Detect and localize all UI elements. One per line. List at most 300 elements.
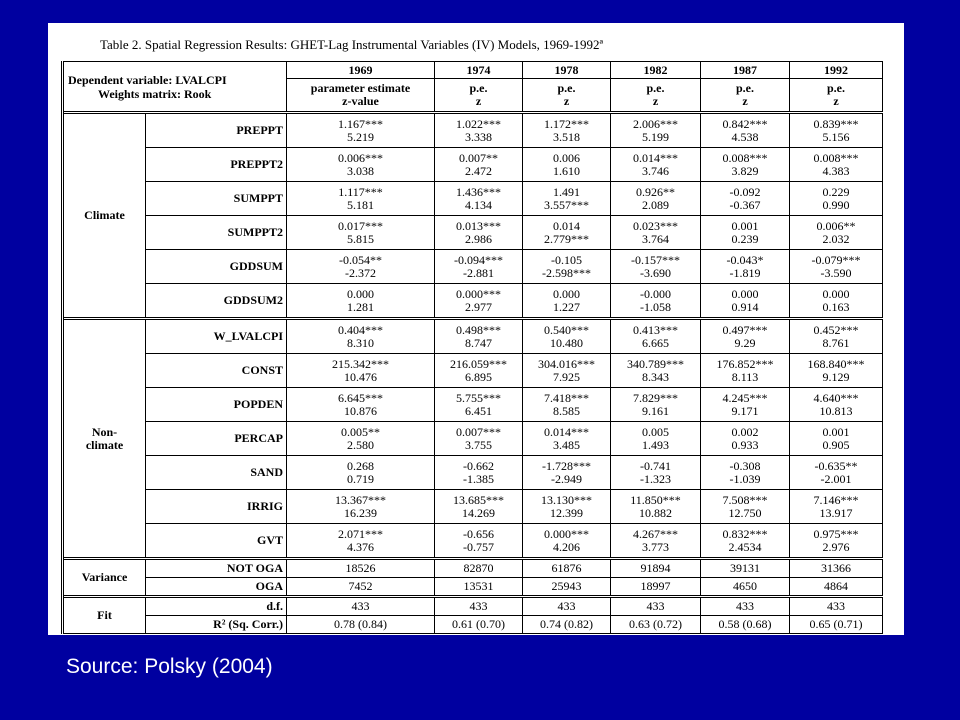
parameter-estimate: 0.000: [553, 286, 580, 301]
subheader-1982: [611, 79, 701, 113]
parameter-estimate: 0.497***: [722, 322, 768, 337]
subheader-line1: p.e.: [736, 81, 754, 95]
table-cell: [790, 182, 883, 216]
table-cell: 13531: [435, 578, 523, 597]
table-cell: [523, 182, 611, 216]
table-cell: 18997: [611, 578, 701, 597]
z-value: 6.451: [465, 403, 492, 418]
subheader-line2: z: [742, 94, 748, 108]
table-row: [63, 524, 883, 559]
table-cell: [611, 388, 701, 422]
table-cell: [611, 456, 701, 490]
z-value: 5.181: [347, 197, 374, 212]
z-value: 2.472: [465, 163, 492, 178]
z-value: -2.881: [463, 265, 494, 280]
table-cell: [790, 250, 883, 284]
parameter-estimate: 1.117***: [338, 184, 383, 199]
table-cell: 433: [523, 597, 611, 616]
table-cell: [523, 524, 611, 559]
z-value: 10.813: [819, 403, 853, 418]
table-row: [63, 388, 883, 422]
table-cell: [701, 319, 790, 354]
z-value: -1.819: [729, 265, 761, 280]
table-cell: 31366: [790, 559, 883, 578]
table-cell: [287, 388, 435, 422]
table-cell: 0.58 (0.68): [701, 616, 790, 634]
table-cell: 0.65 (0.71): [790, 616, 883, 634]
parameter-estimate: 0.014: [553, 218, 580, 233]
table-image: [48, 23, 904, 635]
parameter-estimate: 0.268: [347, 458, 374, 473]
table-cell: [523, 216, 611, 250]
subheader-1969: [287, 79, 435, 113]
z-value: 0.719: [347, 471, 374, 486]
table-cell: [611, 422, 701, 456]
z-value: 4.206: [553, 539, 580, 554]
z-value: 0.163: [822, 299, 850, 314]
parameter-estimate: 0.007**: [459, 150, 498, 165]
z-value: 3.338: [465, 129, 492, 144]
parameter-estimate: 0.008***: [813, 150, 859, 165]
z-value: -2.949: [551, 471, 582, 486]
table-cell: [611, 354, 701, 388]
z-value: 2.977: [465, 299, 492, 314]
table-row: [63, 616, 883, 634]
table-cell: [435, 319, 523, 354]
parameter-estimate: 0.540***: [544, 322, 589, 337]
parameter-estimate: 0.001: [822, 424, 850, 439]
z-value: 3.485: [553, 437, 580, 452]
variable-name: POPDEN: [146, 388, 287, 422]
table-cell: 61876: [523, 559, 611, 578]
variable-name: SUMPPT: [146, 182, 287, 216]
table-cell: 433: [701, 597, 790, 616]
z-value: 12.750: [728, 505, 762, 520]
z-value: 9.161: [642, 403, 669, 418]
variable-name: R² (Sq. Corr.): [146, 616, 287, 634]
parameter-estimate: 0.005: [642, 424, 669, 439]
table-cell: [523, 148, 611, 182]
table-cell: [611, 319, 701, 354]
table-row: [63, 490, 883, 524]
table-cell: [701, 113, 790, 148]
parameter-estimate: -0.105: [551, 252, 582, 267]
subheader-1992: [790, 79, 883, 113]
parameter-estimate: -0.054**: [339, 252, 382, 267]
z-value: 8.585: [553, 403, 580, 418]
z-value: 0.933: [731, 437, 759, 452]
z-value: -1.323: [640, 471, 671, 486]
table-cell: [287, 354, 435, 388]
z-value: 5.815: [347, 231, 374, 246]
parameter-estimate: 0.023***: [633, 218, 678, 233]
z-value: 2.580: [347, 437, 374, 452]
table-row: [63, 113, 883, 148]
table-cell: [611, 148, 701, 182]
parameter-estimate: 7.418***: [544, 390, 589, 405]
table-cell: [435, 456, 523, 490]
table-cell: [611, 216, 701, 250]
subheader-line1: p.e.: [469, 81, 488, 95]
parameter-estimate: 0.926**: [636, 184, 675, 199]
table-row: [63, 284, 883, 319]
parameter-estimate: 0.006: [553, 150, 580, 165]
group-nonclimate: [63, 319, 146, 559]
parameter-estimate: -0.000: [640, 286, 671, 301]
table-cell: [435, 216, 523, 250]
z-value: -1.039: [729, 471, 761, 486]
z-value: 14.269: [462, 505, 495, 520]
parameter-estimate: 0.007***: [456, 424, 501, 439]
parameter-estimate: 0.000***: [544, 526, 589, 541]
table-cell: [790, 388, 883, 422]
z-value: 10.876: [344, 403, 377, 418]
table-cell: [523, 490, 611, 524]
z-value: 0.905: [822, 437, 850, 452]
parameter-estimate: -0.157***: [631, 252, 680, 267]
parameter-estimate: 1.167***: [338, 116, 383, 131]
parameter-estimate: 11.850***: [630, 492, 681, 507]
z-value: 10.476: [344, 369, 377, 384]
parameter-estimate: -0.635**: [814, 458, 858, 473]
table-row: [63, 422, 883, 456]
group-label-line: Non-: [91, 424, 118, 439]
table-cell: 25943: [523, 578, 611, 597]
z-value: 1.227: [553, 299, 580, 314]
table-cell: [523, 284, 611, 319]
parameter-estimate: 0.014***: [544, 424, 589, 439]
table-cell: 91894: [611, 559, 701, 578]
table-row: [63, 559, 883, 578]
z-value: 3.518: [553, 129, 580, 144]
variable-name: IRRIG: [146, 490, 287, 524]
z-value: 6.895: [465, 369, 492, 384]
subheader-line2: z: [652, 94, 659, 108]
table-cell: [435, 113, 523, 148]
parameter-estimate: 0.498***: [456, 322, 501, 337]
table-cell: [287, 148, 435, 182]
table-cell: [611, 113, 701, 148]
table-cell: [435, 354, 523, 388]
group-variance: Variance: [63, 559, 146, 597]
z-value: 6.665: [642, 335, 669, 350]
parameter-estimate: 0.008***: [722, 150, 768, 165]
table-cell: [523, 319, 611, 354]
z-value: 3.557***: [544, 197, 589, 212]
z-value: 2.779***: [544, 231, 589, 246]
parameter-estimate: 4.267***: [633, 526, 678, 541]
table-cell: [611, 182, 701, 216]
z-value: 3.038: [347, 163, 374, 178]
table-cell: [523, 250, 611, 284]
subheader-line2: z: [475, 94, 482, 108]
z-value: 9.129: [822, 369, 850, 384]
table-cell: 4864: [790, 578, 883, 597]
weights-matrix-label: Weights matrix: Rook: [98, 86, 212, 101]
z-value: 4.538: [731, 129, 759, 144]
z-value: 5.199: [642, 129, 669, 144]
year-1987: 1987: [701, 62, 790, 79]
table-cell: 7452: [287, 578, 435, 597]
year-1978: 1978: [523, 62, 611, 79]
table-cell: [287, 284, 435, 319]
table-cell: [287, 524, 435, 559]
parameter-estimate: -0.656: [463, 526, 494, 541]
z-value: -1.385: [463, 471, 494, 486]
table-cell: [287, 113, 435, 148]
z-value: 1.610: [553, 163, 580, 178]
parameter-estimate: 0.006**: [816, 218, 856, 233]
table-cell: [435, 388, 523, 422]
table-cell: [611, 284, 701, 319]
table-cell: [435, 250, 523, 284]
table-cell: [611, 490, 701, 524]
table-cell: [701, 216, 790, 250]
table-cell: [701, 456, 790, 490]
z-value: 4.383: [822, 163, 850, 178]
parameter-estimate: 13.685***: [453, 492, 504, 507]
parameter-estimate: 0.001: [731, 218, 759, 233]
z-value: 2.976: [822, 539, 850, 554]
parameter-estimate: 0.000: [347, 286, 374, 301]
z-value: 12.399: [550, 505, 583, 520]
parameter-estimate: 7.146***: [813, 492, 859, 507]
table-cell: [790, 490, 883, 524]
parameter-estimate: 4.640***: [813, 390, 859, 405]
parameter-estimate: 1.022***: [456, 116, 501, 131]
z-value: 0.914: [731, 299, 759, 314]
z-value: 2.089: [642, 197, 669, 212]
parameter-estimate: 0.229: [822, 184, 850, 199]
table-cell: 433: [287, 597, 435, 616]
table-cell: [701, 354, 790, 388]
subheader-line2: z-value: [342, 94, 379, 108]
table-cell: 0.63 (0.72): [611, 616, 701, 634]
variable-name: W_LVALCPI: [146, 319, 287, 354]
parameter-estimate: 7.508***: [722, 492, 768, 507]
parameter-estimate: -0.094***: [454, 252, 503, 267]
parameter-estimate: 0.000: [731, 286, 759, 301]
variable-name: PREPPT: [146, 113, 287, 148]
variable-name: d.f.: [146, 597, 287, 616]
year-1982: 1982: [611, 62, 701, 79]
z-value: 8.113: [731, 369, 759, 384]
z-value: 8.310: [347, 335, 374, 350]
z-value: 10.480: [550, 335, 583, 350]
table-cell: [701, 490, 790, 524]
table-cell: [790, 354, 883, 388]
table-row: [63, 597, 883, 616]
z-value: 3.764: [642, 231, 669, 246]
table-cell: [287, 456, 435, 490]
subheader-line1: p.e.: [646, 81, 665, 95]
table-row: [63, 250, 883, 284]
z-value: -0.367: [729, 197, 761, 212]
variable-name: GDDSUM2: [146, 284, 287, 319]
subheader-1978: [523, 79, 611, 113]
table-cell: [287, 422, 435, 456]
source-citation: Source: Polsky (2004): [66, 655, 273, 678]
year-1969: 1969: [287, 62, 435, 79]
z-value: 9.171: [731, 403, 759, 418]
z-value: 10.882: [639, 505, 672, 520]
z-value: 5.219: [347, 129, 374, 144]
z-value: 8.761: [822, 335, 850, 350]
table-cell: 18526: [287, 559, 435, 578]
table-cell: 0.74 (0.82): [523, 616, 611, 634]
table-cell: [435, 182, 523, 216]
table-cell: [435, 524, 523, 559]
z-value: 2.986: [465, 231, 492, 246]
parameter-estimate: 0.842***: [722, 116, 768, 131]
z-value: 9.29: [734, 335, 756, 350]
parameter-estimate: 6.645***: [338, 390, 383, 405]
variable-name: PREPPT2: [146, 148, 287, 182]
subheader-line1: p.e.: [827, 81, 845, 95]
group-label-line: climate: [85, 437, 124, 452]
table-cell: 0.61 (0.70): [435, 616, 523, 634]
z-value: 4.134: [465, 197, 492, 212]
variable-name: GVT: [146, 524, 287, 559]
table-cell: [523, 113, 611, 148]
parameter-estimate: 13.130***: [541, 492, 592, 507]
z-value: 0.239: [731, 231, 759, 246]
year-1992: 1992: [790, 62, 883, 79]
parameter-estimate: -0.043*: [726, 252, 764, 267]
variable-name: CONST: [146, 354, 287, 388]
subheader-line1: parameter estimate: [310, 81, 411, 95]
parameter-estimate: 0.832***: [722, 526, 768, 541]
table-row: [63, 216, 883, 250]
z-value: 8.747: [465, 335, 492, 350]
parameter-estimate: -0.308: [729, 458, 761, 473]
parameter-estimate: 5.755***: [456, 390, 501, 405]
z-value: 7.925: [553, 369, 580, 384]
table-cell: [435, 490, 523, 524]
parameter-estimate: 176.852***: [716, 356, 774, 371]
parameter-estimate: 0.452***: [813, 322, 859, 337]
table-cell: [790, 422, 883, 456]
variable-name: NOT OGA: [146, 559, 287, 578]
parameter-estimate: 216.059***: [450, 356, 507, 371]
parameter-estimate: 0.404***: [338, 322, 383, 337]
z-value: -3.590: [820, 265, 852, 280]
table-cell: [287, 250, 435, 284]
z-value: 13.917: [819, 505, 853, 520]
table-cell: [790, 284, 883, 319]
parameter-estimate: 340.789***: [627, 356, 684, 371]
variable-name: OGA: [146, 578, 287, 597]
table-cell: [287, 490, 435, 524]
z-value: -3.690: [640, 265, 671, 280]
z-value: 2.032: [822, 231, 850, 246]
table-cell: [523, 354, 611, 388]
z-value: 1.281: [347, 299, 374, 314]
table-cell: [701, 182, 790, 216]
dependent-variable-label: Dependent variable: LVALCPI: [68, 72, 227, 87]
table-row: [63, 319, 883, 354]
parameter-estimate: 1.172***: [544, 116, 589, 131]
table-cell: [435, 284, 523, 319]
table-cell: [790, 524, 883, 559]
z-value: 3.746: [642, 163, 669, 178]
z-value: 1.493: [642, 437, 669, 452]
table-cell: [435, 422, 523, 456]
table-cell: [701, 284, 790, 319]
table-cell: [287, 319, 435, 354]
table-cell: [701, 148, 790, 182]
regression-table: [61, 61, 883, 634]
z-value: 3.773: [642, 539, 669, 554]
table-cell: [701, 524, 790, 559]
parameter-estimate: 304.016***: [538, 356, 595, 371]
table-cell: [790, 148, 883, 182]
table-row: [63, 578, 883, 597]
table-row: [63, 148, 883, 182]
table-cell: 39131: [701, 559, 790, 578]
table-cell: 4650: [701, 578, 790, 597]
dependent-variable-header: [63, 62, 287, 113]
parameter-estimate: 2.071***: [338, 526, 383, 541]
table-cell: [287, 182, 435, 216]
parameter-estimate: 0.000: [822, 286, 850, 301]
table-cell: [701, 388, 790, 422]
table-cell: [790, 456, 883, 490]
variable-name: GDDSUM: [146, 250, 287, 284]
table-cell: [523, 422, 611, 456]
parameter-estimate: 215.342***: [332, 356, 389, 371]
group-climate: Climate: [63, 113, 146, 319]
table-cell: 0.78 (0.84): [287, 616, 435, 634]
subheader-1974: [435, 79, 523, 113]
parameter-estimate: 0.975***: [813, 526, 859, 541]
table-cell: 82870: [435, 559, 523, 578]
parameter-estimate: 0.013***: [456, 218, 501, 233]
table-cell: [523, 456, 611, 490]
table-cell: [287, 216, 435, 250]
z-value: 3.755: [465, 437, 492, 452]
z-value: 5.156: [822, 129, 850, 144]
table-cell: [701, 422, 790, 456]
parameter-estimate: 0.014***: [633, 150, 678, 165]
table-cell: 433: [790, 597, 883, 616]
variable-name: SUMPPT2: [146, 216, 287, 250]
table-cell: [611, 250, 701, 284]
table-caption: Table 2. Spatial Regression Results: GHET-Lag Instrumental Variables (IV) Models, 1969-1992ª: [100, 37, 604, 52]
parameter-estimate: -0.079***: [811, 252, 861, 267]
table-cell: 433: [435, 597, 523, 616]
z-value: -2.372: [345, 265, 376, 280]
z-value: -2.001: [820, 471, 852, 486]
z-value: 0.990: [822, 197, 850, 212]
table-cell: [611, 524, 701, 559]
z-value: 3.829: [731, 163, 759, 178]
z-value: 2.4534: [728, 539, 762, 554]
z-value: -1.058: [640, 299, 671, 314]
table-cell: 433: [611, 597, 701, 616]
table-row: [63, 456, 883, 490]
z-value: 4.376: [347, 539, 374, 554]
table-cell: [790, 216, 883, 250]
parameter-estimate: 168.840***: [807, 356, 865, 371]
subheader-line2: z: [833, 94, 839, 108]
parameter-estimate: -0.092: [729, 184, 761, 199]
table-cell: [523, 388, 611, 422]
table-cell: [701, 250, 790, 284]
parameter-estimate: 2.006***: [633, 116, 678, 131]
variable-name: PERCAP: [146, 422, 287, 456]
parameter-estimate: 0.000***: [456, 286, 501, 301]
